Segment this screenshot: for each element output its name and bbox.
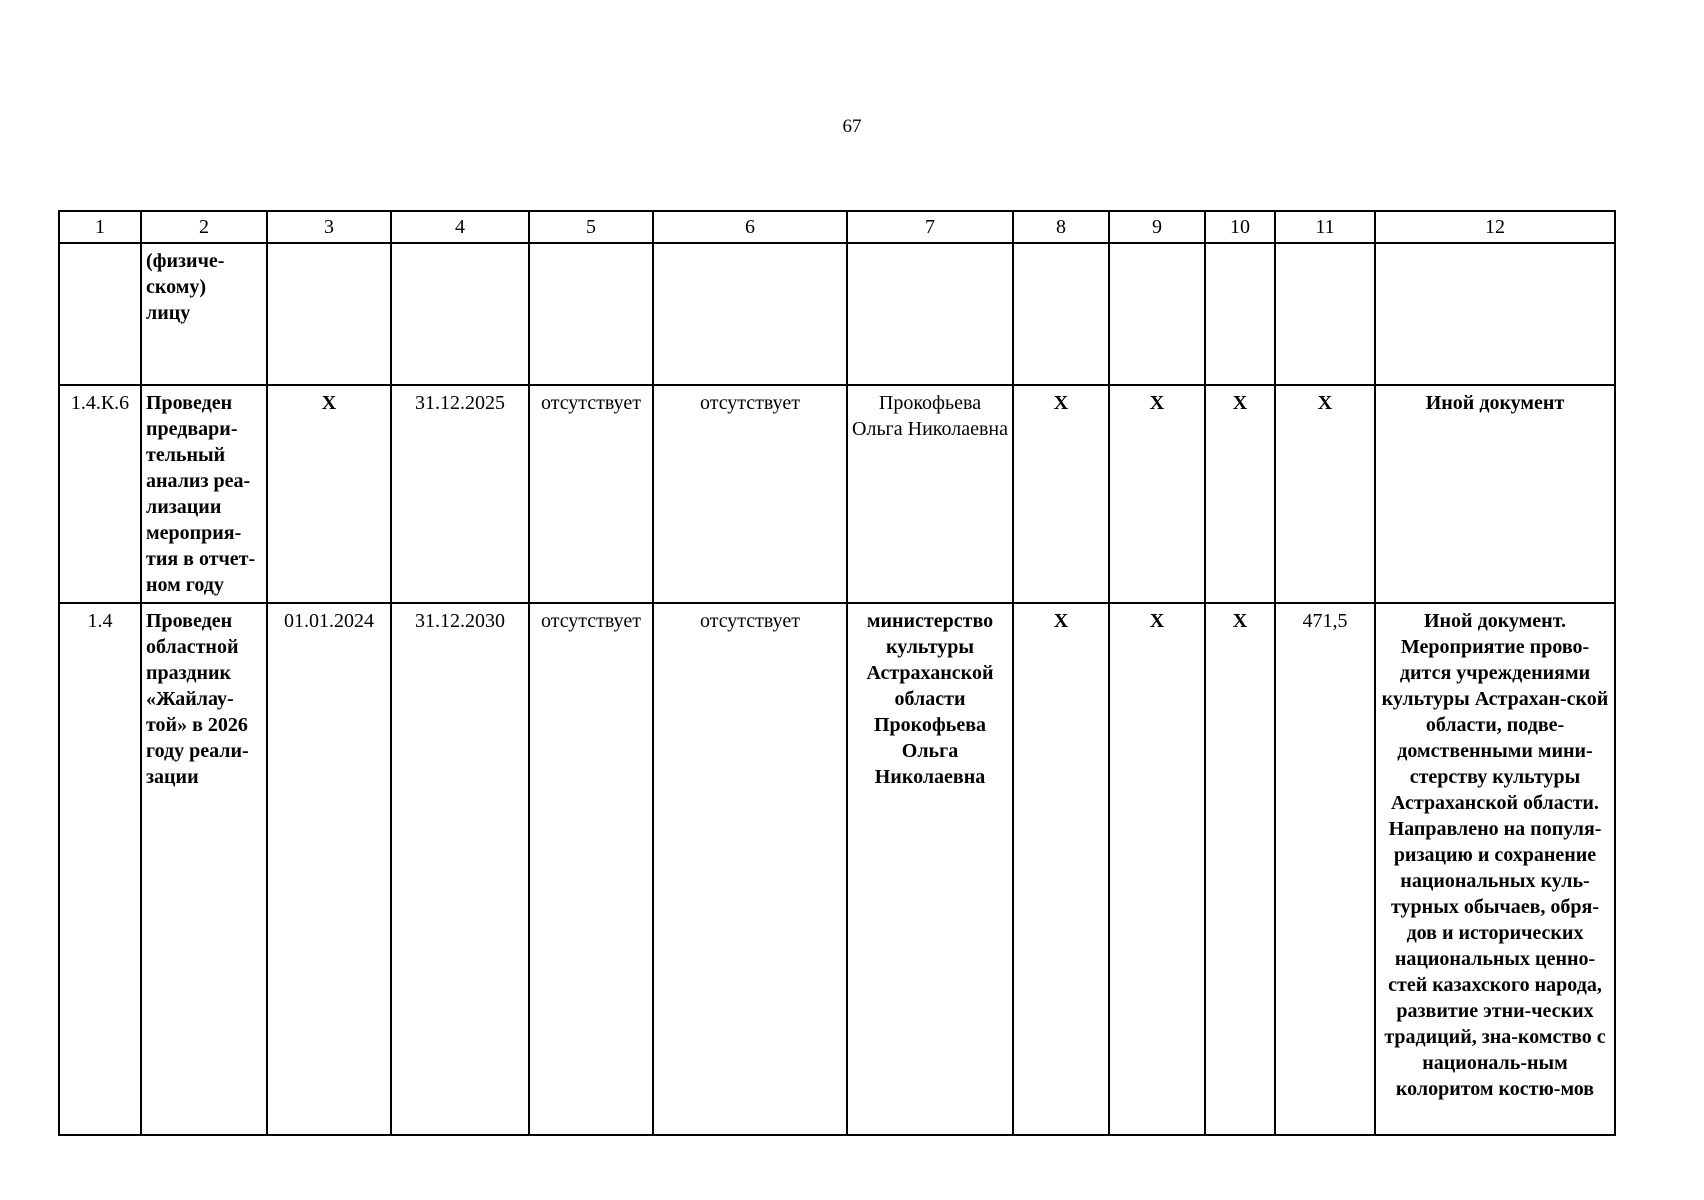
- table-cell: 01.01.2024: [267, 603, 391, 1135]
- table-cell: Проведен областной праздник «Жайлау-той» в 2026 году реали-зации: [141, 603, 267, 1135]
- table-cell: [529, 243, 653, 385]
- column-header: 6: [653, 211, 847, 243]
- column-header: 5: [529, 211, 653, 243]
- table-cell: [1013, 243, 1109, 385]
- table-cell: отсутствует: [653, 385, 847, 603]
- table-cell: [653, 243, 847, 385]
- page-number: 67: [842, 116, 862, 137]
- table-row: [59, 385, 1615, 603]
- column-header: 2: [141, 211, 267, 243]
- column-header: 8: [1013, 211, 1109, 243]
- table-row: [59, 603, 1615, 1135]
- table-row: [59, 243, 1615, 385]
- table-cell: [1375, 243, 1615, 385]
- table-cell: X: [1205, 603, 1275, 1135]
- table-cell: X: [1013, 603, 1109, 1135]
- column-header: 11: [1275, 211, 1375, 243]
- column-header: 3: [267, 211, 391, 243]
- table-cell: Проведен предвари-тельный анализ реа-лизации мероприя-тия в отчет-ном году: [141, 385, 267, 603]
- column-header: 9: [1109, 211, 1205, 243]
- column-number-row: [59, 211, 1615, 243]
- table-cell: [1205, 243, 1275, 385]
- table-cell: X: [1205, 385, 1275, 603]
- table-cell: Иной документ. Мероприятие прово-дится учреждениями культуры Астрахан-ской области, подве-домственными мини-стерству культуры Астраханской области. Направлено на популя-ризацию и сохранение национальных куль-турных обычаев, обря-дов и исторических национальных ценно-стей казахского народа, развитие этни-ческих традиций, зна-комство с националь-ным колоритом костю-мов: [1375, 603, 1615, 1135]
- table-cell: министерство культуры Астраханской области Прокофьева Ольга Николаевна: [847, 603, 1013, 1135]
- table-cell: X: [1109, 603, 1205, 1135]
- table-cell: 31.12.2025: [391, 385, 529, 603]
- table-cell: [847, 243, 1013, 385]
- table-cell: отсутствует: [529, 385, 653, 603]
- column-header: 12: [1375, 211, 1615, 243]
- table-cell: 1.4.К.6: [59, 385, 141, 603]
- table-cell: X: [1275, 385, 1375, 603]
- table-cell: [59, 243, 141, 385]
- table-cell: Иной документ: [1375, 385, 1615, 603]
- table-cell: X: [1109, 385, 1205, 603]
- table-cell: X: [1013, 385, 1109, 603]
- table-cell: отсутствует: [529, 603, 653, 1135]
- column-header: 7: [847, 211, 1013, 243]
- events-table: [58, 210, 1616, 1136]
- table-cell: Прокофьева Ольга Николаевна: [847, 385, 1013, 603]
- table-cell: [1275, 243, 1375, 385]
- table-cell: [1109, 243, 1205, 385]
- table-cell: (физиче- скому) лицу: [141, 243, 267, 385]
- table-cell: отсутствует: [653, 603, 847, 1135]
- table-cell: 31.12.2030: [391, 603, 529, 1135]
- table-cell: X: [267, 385, 391, 603]
- table-cell: [391, 243, 529, 385]
- column-header: 1: [59, 211, 141, 243]
- table-cell: 471,5: [1275, 603, 1375, 1135]
- column-header: 4: [391, 211, 529, 243]
- table-cell: [267, 243, 391, 385]
- column-header: 10: [1205, 211, 1275, 243]
- table-cell: 1.4: [59, 603, 141, 1135]
